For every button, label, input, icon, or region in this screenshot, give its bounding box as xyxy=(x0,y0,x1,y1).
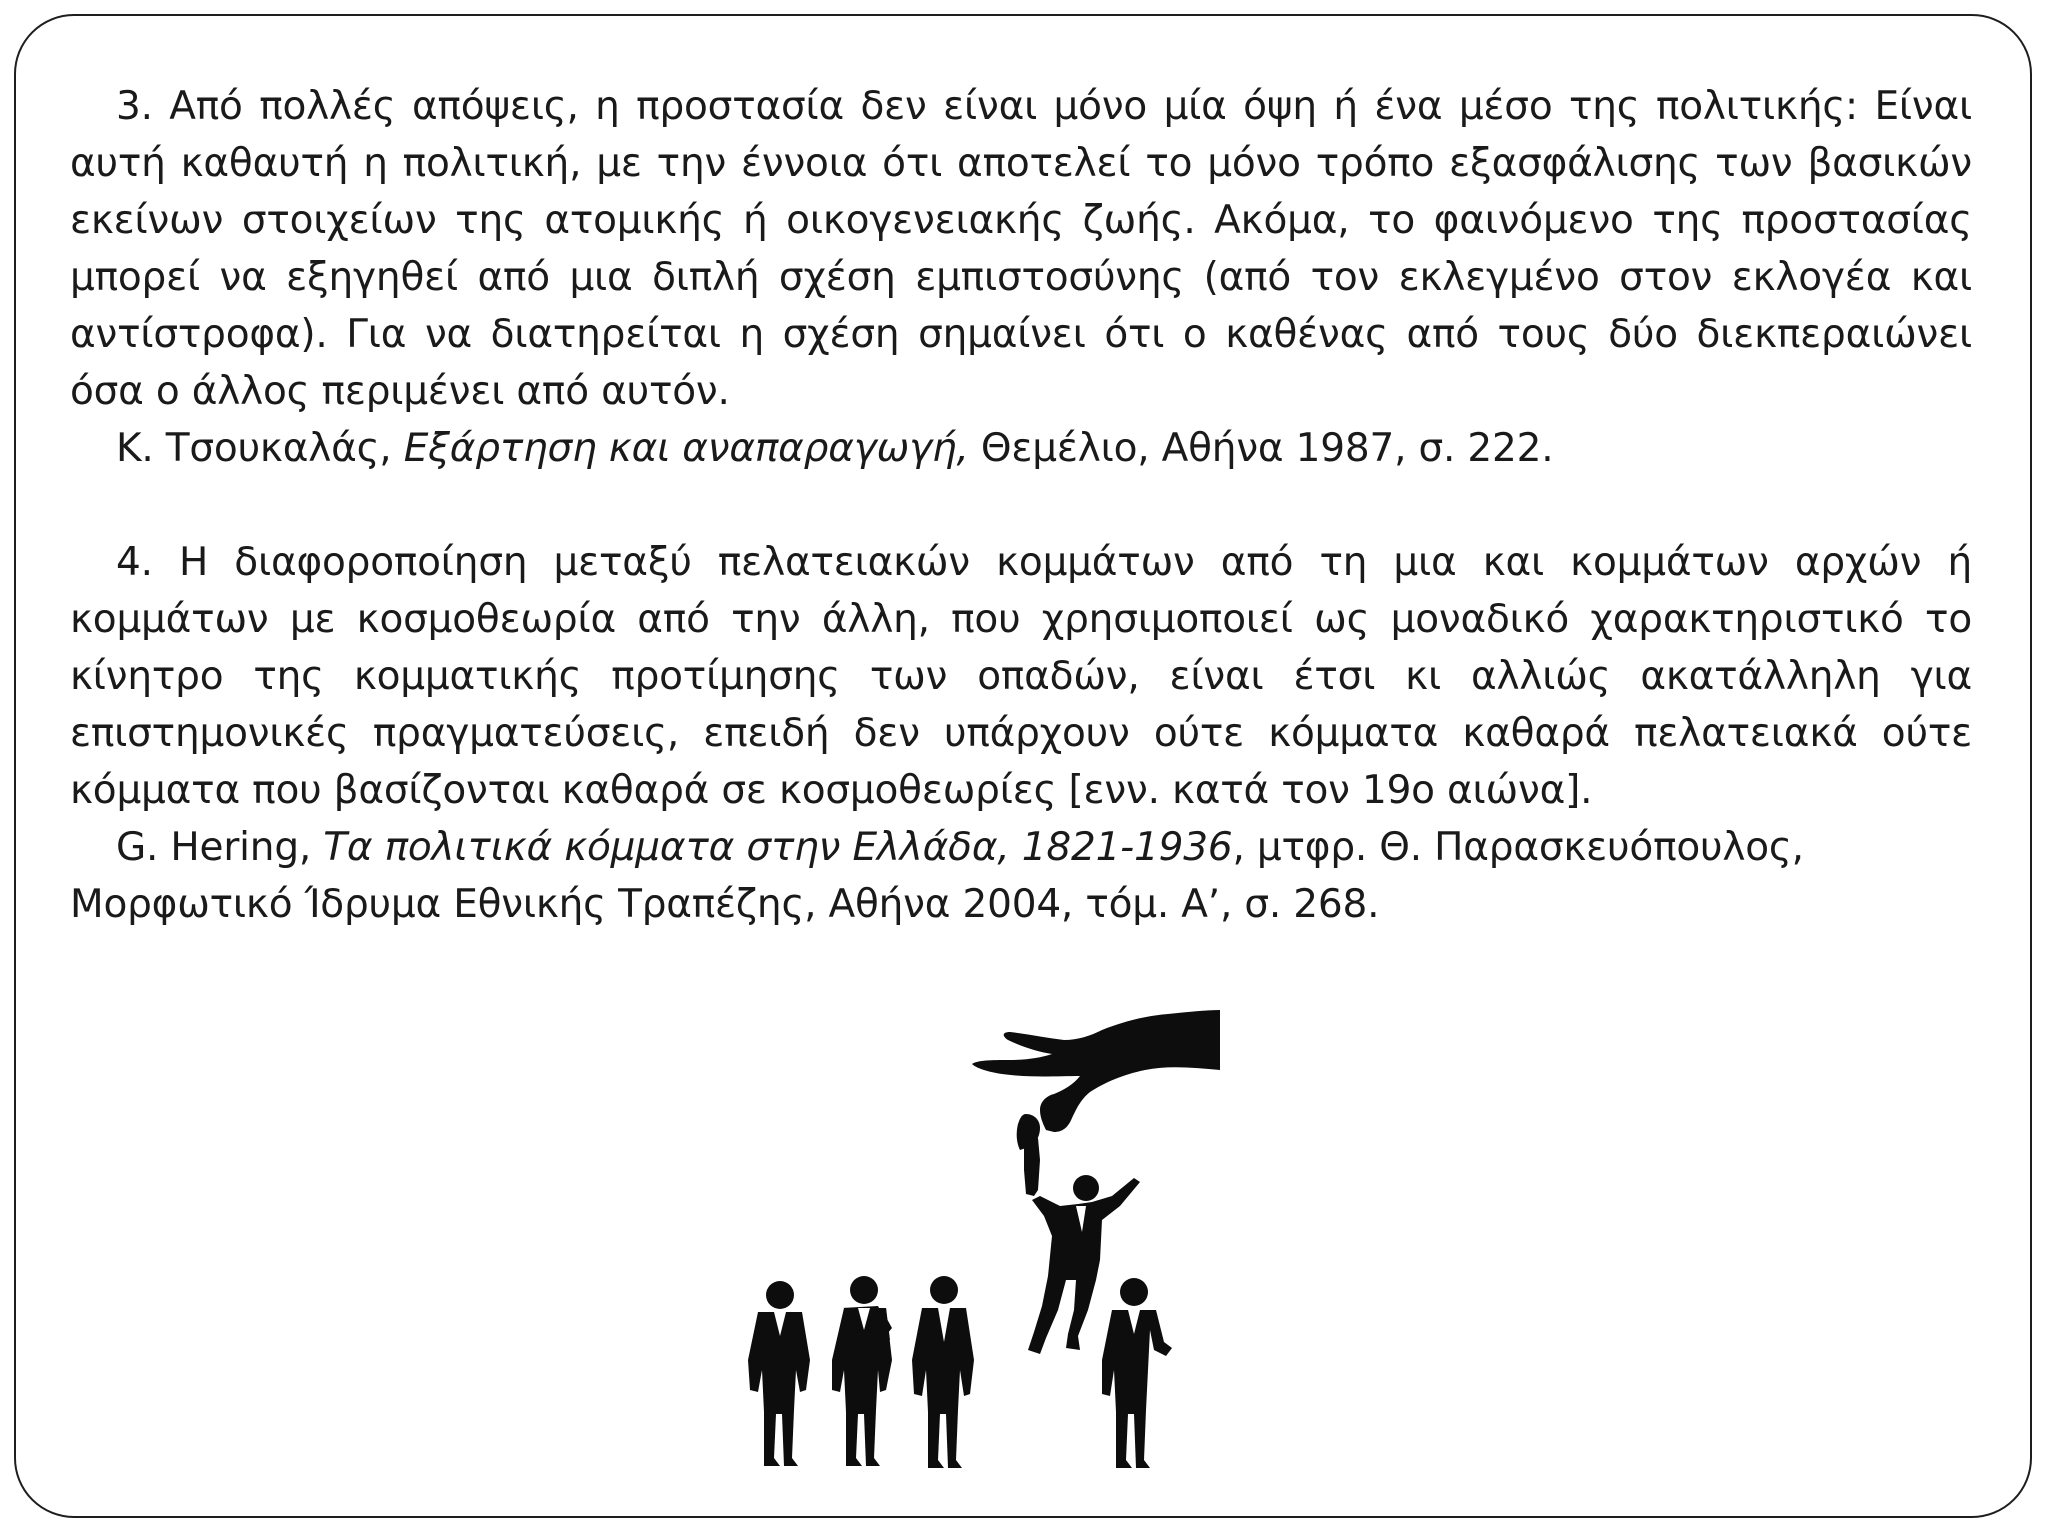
quote-1-text: 3. Από πολλές απόψεις, η προστασία δεν είναι μόνο μία όψη ή ένα μέσο της πολιτικής: Είναι αυτή καθαυτή η πολιτική, με την έννοια ότι αποτελεί το μόνο τρόπο εξασφάλισης των βασικών εκείνων στοιχείων της ατομικής ή οικογενειακής ζωής. Ακόμα, το φαινόμενο της προστασίας μπορεί να εξηγηθεί από μια διπλή σχέση εμπιστοσύνης (από τον εκλεγμένο στον εκλογέα και αντίστροφα). Για να διατηρείται η σχέση σημαίνει ότι ο καθένας από τους δύο διεκπεραιώνει όσα ο άλλος περιμένει από αυτόν. xyxy=(70,84,1972,414)
quote-2-text: 4. Η διαφοροποίηση μεταξύ πελατειακών κομμάτων από τη μια και κομμάτων αρχών ή κομμάτων με κοσμοθεωρία από την άλλη, που χρησιμοποιεί ως μοναδικό χαρακτηριστικό το κίνητρο της κομματικής προτίμησης των οπαδών, είναι έτσι κι αλλιώς ακατάλληλη για επιστημονικές πραγματεύσεις, επειδή δεν υπάρχουν ούτε κόμματα καθαρά πελατειακά ούτε κόμματα που βασίζονται καθαρά σε κοσμοθεωρίες [ενν. κατά τον 19ο αιώνα]. xyxy=(70,540,1972,813)
quote-1-publication: Θεμέλιο, Αθήνα 1987, σ. 222. xyxy=(968,426,1554,471)
standing-man-2-silhouette xyxy=(832,1276,892,1466)
quote-1-book-title: Εξάρτηση και αναπαραγωγή, xyxy=(403,426,969,471)
quote-2-author: G. Hering, xyxy=(116,825,324,870)
standing-man-1-silhouette xyxy=(748,1281,810,1466)
hand-picking-businessman-icon xyxy=(740,1010,1220,1470)
standing-man-3-silhouette xyxy=(912,1276,974,1468)
hand-silhouette xyxy=(972,1010,1220,1150)
quote-1-author: Κ. Τσουκαλάς, xyxy=(116,426,404,471)
quote-2-publication: , μτφρ. Θ. Παρασκευόπουλος, Μορφωτικό Ίδρυμα Εθνικής Τραπέζης, Αθήνα 2004, τόμ. Α’, σ. 268. xyxy=(70,825,1804,927)
paragraph-gap xyxy=(70,477,1972,534)
text-block xyxy=(70,78,1972,933)
quote-1-citation xyxy=(70,420,1972,477)
quote-2-citation xyxy=(70,819,1972,933)
quote-2-book-title: Τα πολιτικά κόμματα στην Ελλάδα, 1821-1936 xyxy=(323,825,1233,870)
standing-man-4-silhouette xyxy=(1102,1278,1172,1468)
